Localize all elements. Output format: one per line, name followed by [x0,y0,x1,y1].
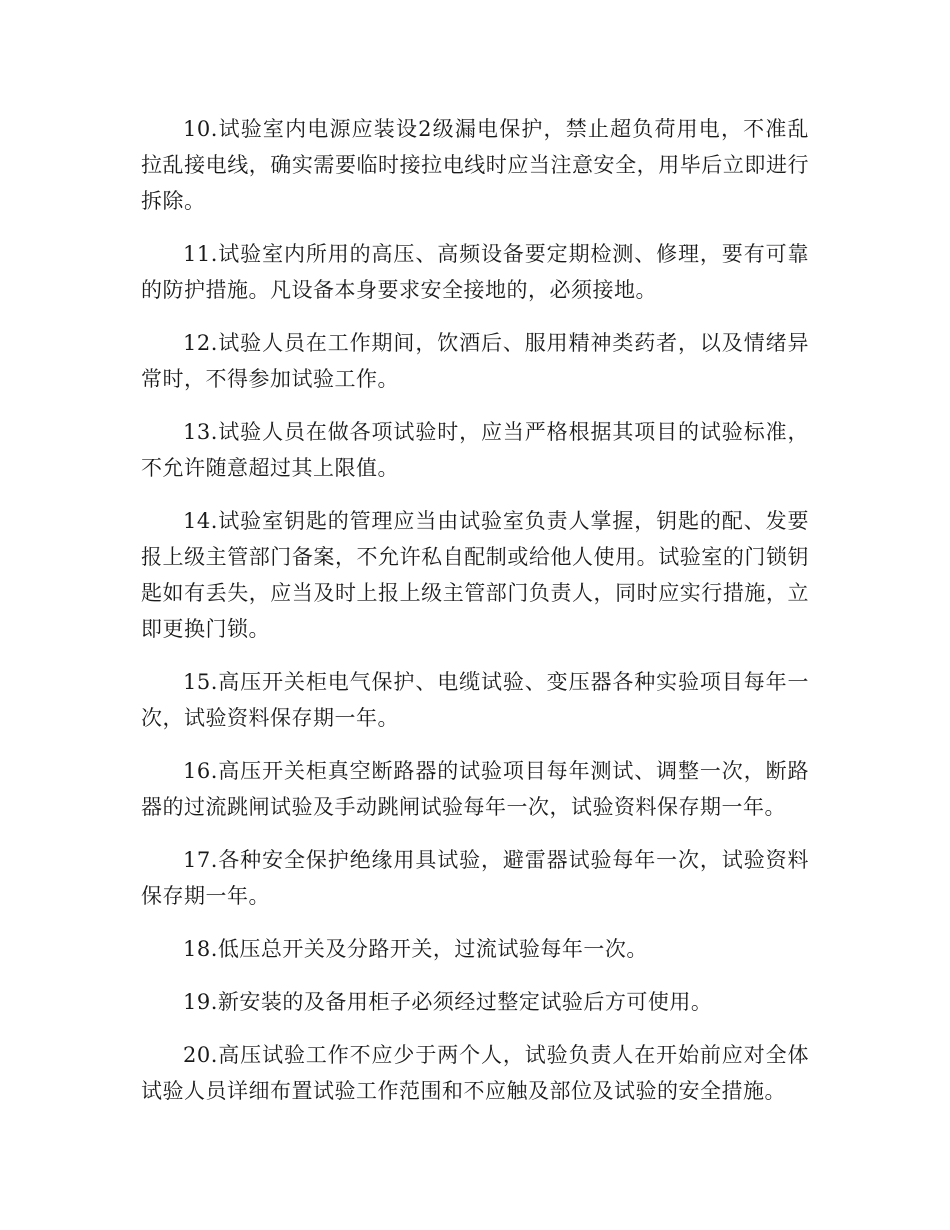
paragraph-14: 14.试验室钥匙的管理应当由试验室负责人掌握，钥匙的配、发要报上级主管部门备案，不允许私自配制或给他人使用。试验室的门锁钥匙如有丢失，应当及时上报上级主管部门负责人，同时应实行措施，立即更换门锁。 [141,509,809,641]
paragraph-19: 19.新安装的及备用柜子必须经过整定试验后方可使用。 [183,990,713,1014]
paragraph-15: 15.高压开关柜电气保护、电缆试验、变压器各种实验项目每年一次，试验资料保存期一年。 [141,670,809,730]
paragraph-10: 10.试验室内电源应装设2级漏电保护，禁止超负荷用电，不准乱拉乱接电线，确实需要临时接拉电线时应当注意安全，用毕后立即进行拆除。 [141,117,809,213]
paragraph-17: 17.各种安全保护绝缘用具试验，避雷器试验每年一次，试验资料保存期一年。 [141,848,809,908]
paragraph-11: 11.试验室内所用的高压、高频设备要定期检测、修理，要有可靠的防护措施。凡设备本身要求安全接地的，必须接地。 [141,242,809,302]
paragraph-20: 20.高压试验工作不应少于两个人，试验负责人在开始前应对全体试验人员详细布置试验工作范围和不应触及部位及试验的安全措施。 [141,1043,809,1103]
paragraph-13: 13.试验人员在做各项试验时，应当严格根据其项目的试验标准，不允许随意超过其上限值。 [141,420,809,480]
paragraph-18: 18.低压总开关及分路开关，过流试验每年一次。 [183,937,648,961]
paragraph-12: 12.试验人员在工作期间，饮酒后、服用精神类药者，以及情绪异常时，不得参加试验工作。 [141,331,809,391]
document-body [141,111,809,1126]
paragraph-16: 16.高压开关柜真空断路器的试验项目每年测试、调整一次，断路器的过流跳闸试验及手动跳闸试验每年一次，试验资料保存期一年。 [141,759,809,819]
